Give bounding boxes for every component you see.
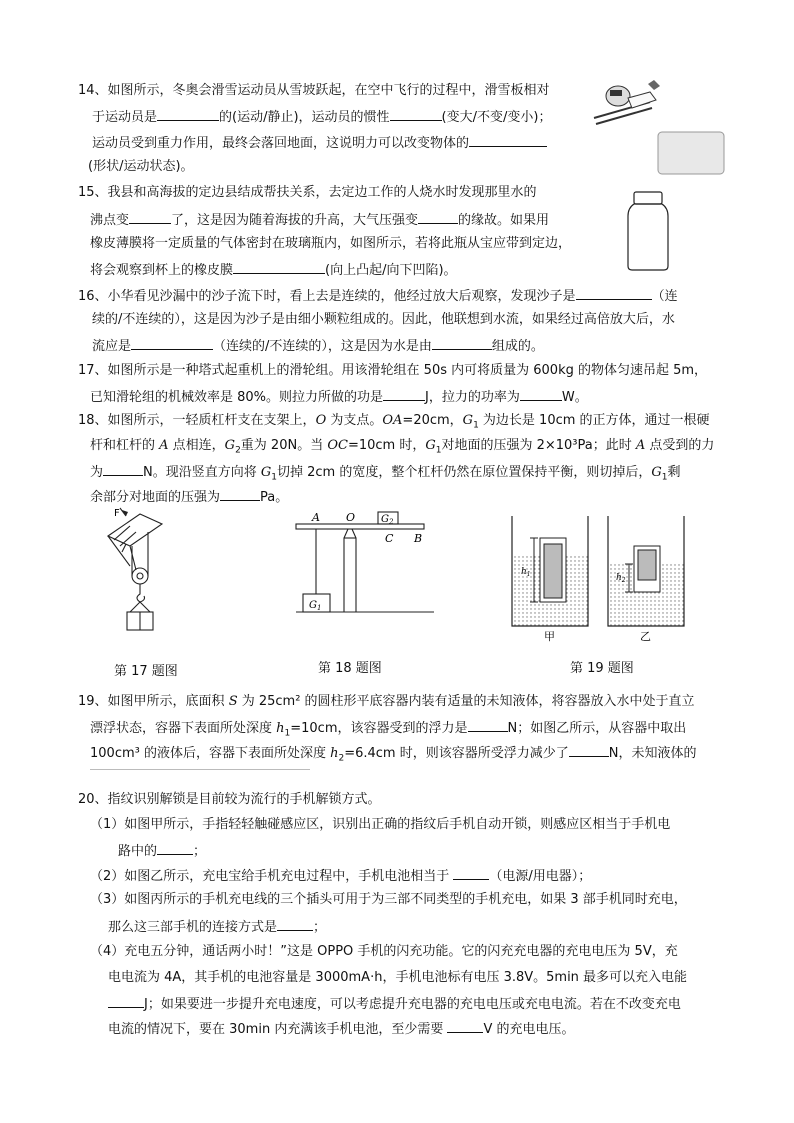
answer-blank[interactable] (129, 209, 171, 224)
q20-text: V 的充电电压。 (483, 1022, 575, 1037)
q18-text: G (224, 438, 236, 453)
q16-text: 小华看见沙漏中的沙子流下时，看上去是连续的，他经过放大后观察，发现沙子是 (107, 289, 576, 304)
q20-text: 那么这三部手机的连接方式是 (108, 920, 278, 935)
q15-line4 (90, 259, 457, 281)
glass-jar-figure (624, 190, 672, 272)
q14-line1 (78, 81, 550, 101)
q18-text: 如图所示，一轻质杠杆支在支架上， (107, 413, 316, 428)
q18-text: 1 (661, 472, 668, 483)
q18-text: 点相连， (168, 438, 225, 453)
q18-text: OA (382, 413, 403, 428)
answer-blank[interactable] (432, 335, 492, 350)
answer-blank[interactable] (220, 486, 260, 501)
q15-text: 沸点变 (90, 213, 130, 228)
q15-line2 (90, 209, 549, 231)
q14-text: 如图所示，冬奥会滑雪运动员从雪坡跃起，在空中飞行的过程中，滑雪板相对 (107, 83, 550, 98)
q17-text: W。 (561, 390, 588, 405)
q17-text: 如图所示是一种塔式起重机上的滑轮组。用该滑轮组在 50s 内可将质量为 600kg 的物体匀速吊起 5m， (107, 363, 708, 378)
q18-text: 切掉 2cm 的宽度，整个杠杆仍然在原位置保持平衡，则切掉后， (277, 465, 652, 480)
q18-text: 重为 20N。当 (240, 438, 328, 453)
answer-blank[interactable] (383, 386, 425, 401)
q19-text: h (276, 721, 285, 736)
point-o-label: O (346, 511, 356, 524)
q18-text: 为 (90, 465, 104, 480)
q19-text: 100cm³ 的液体后，容器下表面所处深度 (90, 746, 331, 761)
figure-17-caption: 第 17 题图 (114, 664, 178, 679)
q18-text: G (651, 465, 662, 480)
q19-line2 (90, 717, 686, 739)
q14-text: (变大/不变/变小)； (441, 110, 552, 125)
q17-line2 (90, 386, 588, 408)
point-c-label: C (385, 532, 394, 545)
answer-blank[interactable] (576, 285, 652, 300)
q18-text: G (425, 438, 436, 453)
q18-text: 余部分对地面的压强为 (90, 490, 221, 505)
jia-label: 甲 (544, 630, 555, 642)
q18-text: 为边长是 10cm 的正方体，通过一根硬 (478, 413, 710, 428)
q18-text: G (260, 465, 272, 480)
q20-text: （电源/用电器）； (489, 869, 592, 884)
q17-line1 (78, 361, 707, 381)
lever-figure (290, 506, 440, 618)
q14-line3 (92, 132, 547, 154)
clipped-line (90, 766, 340, 772)
q14-text: (形状/运动状态)。 (88, 159, 194, 174)
q15-text: 橡皮薄膜将一定质量的气体密封在玻璃瓶内，如图所示，若将此瓶从宝应带到定边， (90, 236, 572, 251)
q20-p3-line2 (108, 916, 326, 938)
q15-text: 的缘故。如果用 (458, 213, 550, 228)
q20-text: （2）如图乙所示，充电宝给手机充电过程中，手机电池相当于 (90, 869, 454, 884)
q20-p3-line1 (90, 890, 687, 910)
q20-text: J；如果要进一步提升充电速度，可以考虑提升充电器的充电电压或充电电流。若在不改变充电 (144, 997, 681, 1012)
answer-blank[interactable] (157, 106, 219, 121)
answer-blank[interactable] (103, 461, 143, 476)
q19-text: =6.4cm 时，则该容器所受浮力减少了 (344, 746, 569, 761)
q18-text: 杆和杠杆的 (90, 438, 160, 453)
q17-text: J，拉力的功率为 (425, 390, 520, 405)
q19-text: h (330, 746, 339, 761)
q20-p1-line2 (118, 840, 206, 862)
answer-blank[interactable] (418, 209, 458, 224)
q16-line1 (78, 285, 678, 307)
q20-text: （3）如图丙所示的手机充电线的三个插头可用于为三部不同类型的手机充电，如果 3 部手机同时充电， (90, 892, 687, 907)
q20-text: 路中的 (118, 844, 158, 859)
q15-line1 (78, 183, 537, 203)
q15-text: 将会观察到杯上的橡皮膜 (90, 263, 234, 278)
q14-text: 运动员受到重力作用，最终会落回地面，这说明力可以改变物体的 (92, 136, 470, 151)
q15-number: 15、 (78, 185, 108, 200)
q16-text: （连 (651, 289, 678, 304)
q19-number: 19、 (78, 694, 108, 709)
q18-text: 点受到的力 (645, 438, 715, 453)
pulley-crane-figure (100, 506, 180, 636)
q20-text: （1）如图甲所示，手指轻轻触碰感应区，识别出正确的指纹后手机自动开锁，则感应区相当于手机电 (90, 817, 671, 832)
q20-intro (78, 790, 381, 810)
q20-p1-line1 (90, 815, 670, 835)
q18-text: 1 (473, 420, 479, 431)
q18-text: O (315, 413, 327, 428)
answer-blank[interactable] (468, 717, 508, 732)
h1-label: $h_1$ (521, 567, 531, 578)
q20-p4-line1 (90, 942, 678, 962)
point-b-label: B (414, 532, 423, 545)
answer-blank[interactable] (569, 742, 609, 757)
q19-text: 为 25cm² 的圆柱形平底容器内装有适量的未知液体，将容器放入水中处于直立 (237, 694, 695, 709)
answer-blank[interactable] (131, 335, 213, 350)
yi-label: 乙 (640, 630, 651, 642)
answer-blank[interactable] (469, 132, 547, 147)
q17-number: 17、 (78, 363, 108, 378)
g2-label: $G_2$ (381, 514, 394, 526)
q20-p4-line2 (108, 968, 687, 988)
skier-figure (592, 78, 726, 176)
q16-number: 16、 (78, 289, 108, 304)
q18-line1 (78, 411, 710, 431)
q20-p4-line3 (108, 993, 681, 1015)
q14-text: 于运动员是 (92, 110, 158, 125)
q16-text: （连续的/不连续的），这是因为水是由 (213, 339, 432, 354)
q19-text: N，未知液体的 (608, 746, 697, 761)
q14-text: 的(运动/静止)，运动员的惯性 (219, 110, 390, 125)
q18-text: N。现沿竖直方向将 (143, 465, 261, 480)
q19-text: N；如图乙所示，从容器中取出 (507, 721, 687, 736)
q15-line3 (90, 234, 571, 254)
force-label: F (114, 508, 120, 519)
answer-blank[interactable] (520, 386, 562, 401)
q19-text: =10cm，该容器受到的浮力是 (290, 721, 468, 736)
q19-text: S (228, 694, 238, 709)
q19-line3 (90, 742, 696, 764)
q15-text: 我县和高海拔的定边县结成帮扶关系，去定边工作的人烧水时发现那里水的 (107, 185, 537, 200)
q14-number: 14、 (78, 83, 108, 98)
q19-text: 漂浮状态，容器下表面所处深度 (90, 721, 277, 736)
q18-text: =20cm， (402, 413, 463, 428)
answer-blank[interactable] (108, 993, 144, 1008)
h2-label: $h_2$ (616, 573, 626, 584)
answer-blank[interactable] (453, 865, 489, 880)
q18-text: 1 (271, 472, 277, 483)
q18-text: G (462, 413, 474, 428)
q15-text: 了，这是因为随着海拔的升高，大气压强变 (171, 213, 419, 228)
q16-text: 流应是 (92, 339, 132, 354)
point-a-label: A (312, 511, 320, 524)
q20-text: 电流的情况下，要在 30min 内充满该手机电池，至少需要 (108, 1022, 448, 1037)
answer-blank[interactable] (277, 916, 313, 931)
floating-container-figure (506, 516, 690, 642)
answer-blank[interactable] (233, 259, 325, 274)
answer-blank[interactable] (390, 106, 442, 121)
answer-blank[interactable] (157, 840, 193, 855)
q18-text: A (159, 438, 169, 453)
q20-text: 电电流为 4A，其手机的电池容量是 3000mA·h，手机电池标有电压 3.8V。5min 最多可以充入电能 (108, 970, 688, 985)
q20-p2 (90, 865, 591, 887)
q18-text: Pa。 (260, 490, 289, 505)
g1-label: $G_1$ (309, 600, 322, 612)
q19-text: 1 (284, 728, 291, 739)
q14-line2 (92, 106, 551, 128)
answer-blank[interactable] (447, 1018, 483, 1033)
q20-text: ； (193, 844, 207, 859)
q20-p4-line4 (108, 1018, 575, 1040)
q18-text: 剩 (667, 465, 681, 480)
q20-number: 20、 (78, 792, 108, 807)
q18-line2 (90, 436, 714, 456)
q15-text: (向上凸起/向下凹陷)。 (325, 263, 457, 278)
q18-line4 (90, 486, 288, 508)
q18-text: =10cm 时， (347, 438, 426, 453)
q19-text: 如图甲所示，底面积 (107, 694, 229, 709)
q20-text: ； (313, 920, 327, 935)
figure-19-caption: 第 19 题图 (570, 661, 634, 676)
q17-text: 已知滑轮组的机械效率是 80%。则拉力所做的功是 (90, 390, 384, 405)
q16-line3 (92, 335, 544, 357)
q18-text: A (635, 438, 646, 453)
q18-number: 18、 (78, 413, 108, 428)
q19-text: 2 (338, 753, 345, 764)
q19-line1 (78, 692, 695, 712)
q18-line3 (90, 461, 681, 483)
q16-line2 (92, 310, 675, 330)
q16-text: 组成的。 (491, 339, 544, 354)
q14-line4 (88, 157, 194, 177)
q18-text: 2 (235, 445, 241, 456)
q18-text: 1 (435, 445, 442, 456)
q18-text: 对地面的压强为 2×10³Pa；此时 (441, 438, 636, 453)
figure-18-caption: 第 18 题图 (318, 661, 382, 676)
q18-text: OC (327, 438, 348, 453)
q18-text: 为支点。 (326, 413, 383, 428)
q20-text: 指纹识别解锁是目前较为流行的手机解锁方式。 (107, 792, 381, 807)
q16-text: 续的/不连续的），这是因为沙子是由细小颗粒组成的。因此，他联想到水流，如果经过高倍放大后，水 (92, 312, 675, 327)
q20-text: （4）充电五分钟，通话两小时！”这是 OPPO 手机的闪充功能。它的闪充充电器的充电电压为 5V，充 (90, 944, 678, 959)
